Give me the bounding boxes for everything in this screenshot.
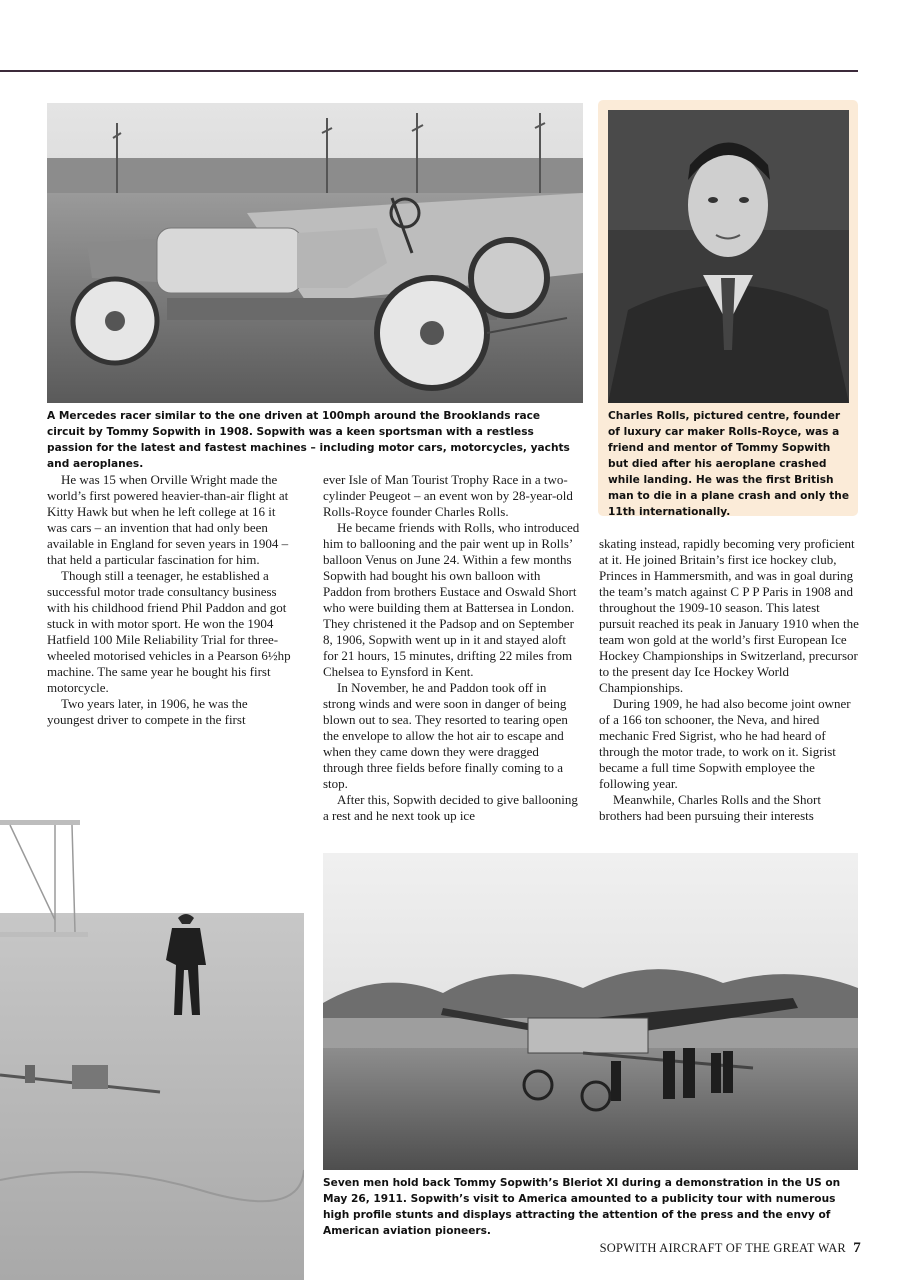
column-2: [323, 472, 580, 824]
paragraph: skating instead, rapidly becoming very proficient at it. He joined Britain’s first ice hockey club, Princes in Hammersmith, and was in goal during the team’s match against C P P Paris in 1908 and throughout the 1909-10 season. This latest pursuit reached its peak in January 1910 when the team won gold at the world’s first European Ice Hockey Championships in Switzerland, precursor to the present day Ice Hockey World Championships.: [599, 536, 859, 695]
charles-rolls-portrait: [608, 110, 849, 403]
bleriot-photo: [323, 853, 858, 1170]
paragraph: He became friends with Rolls, who introduced him to ballooning and the pair went up in Rolls’ balloon Venus on June 24. Within a few months Sopwith had bought his own balloon with Paddon from brothers Eustace and Oswald Short who were building them at Battersea in London. They christened it the Padsop and on September 8, 1906, Sopwith went up in it and stayed aloft for 21 hours, 15 minutes, drifting 22 miles from Chelsea to Eynsford in Kent.: [323, 520, 580, 679]
paragraph: Meanwhile, Charles Rolls and the Short brothers had been pursuing their interests: [599, 792, 821, 823]
rolls-caption: Charles Rolls, pictured centre, founder of luxury car maker Rolls-Royce, was a friend and mentor of Tommy Sopwith but died after his aeroplane crashed while landing. He was the first British man to die in a plane crash and only the 11th internationally.: [608, 410, 849, 518]
paragraph: ever Isle of Man Tourist Trophy Race in a two-cylinder Peugeot – an event won by 28-year-old Rolls-Royce founder Charles Rolls.: [323, 472, 573, 519]
paragraph: During 1909, he had also become joint owner of a 166 ton schooner, the Neva, and hired mechanic Fred Sigrist, who he had heard of through the motor trade, to work on it. Sigrist became a full time Sopwith employee the following year.: [599, 696, 851, 791]
paragraph: He was 15 when Orville Wright made the world’s first powered heavier-than-air flight at Kitty Hawk but when he left college at 16 it was cars – an invention that had only been available in England for seven years in 1904 – that held a particular fascination for him.: [47, 472, 289, 567]
header-rule: [0, 70, 858, 72]
paragraph: Though still a teenager, he established a successful motor trade consultancy business with his childhood friend Phil Paddon and got stuck in with motor sport. He won the 1904 Hatfield 100 Mile Reliability Trial for three-wheeled motorised vehicles in a Pearson 6½hp machine. The same year he bought his first motorcycle.: [47, 568, 291, 695]
column-3: [599, 536, 859, 824]
paragraph: After this, Sopwith decided to give ballooning a rest and he next took up ice: [323, 792, 578, 823]
publication-title: SOPWITH AIRCRAFT OF THE GREAT WAR: [599, 1241, 846, 1255]
column-1: [47, 472, 297, 728]
wright-flyer-photo: [0, 800, 304, 1280]
paragraph: In November, he and Paddon took off in strong winds and were soon in danger of being blown out to sea. They resorted to tearing open the envelope to allow the hot air to escape and when they came down they were dragged through three fields before finally coming to a stop.: [323, 680, 568, 791]
page-number: 7: [853, 1240, 861, 1256]
mercedes-caption: A Mercedes racer similar to the one driven at 100mph around the Brooklands race circuit by Tommy Sopwith in 1908. Sopwith was a keen sportsman with a restless passion for the latest and fastest machines – including motor cars, motorcycles, yachts and aeroplanes.: [47, 410, 570, 470]
mercedes-racer-photo: [47, 103, 583, 403]
page-footer: [600, 1240, 861, 1257]
paragraph: Two years later, in 1906, he was the youngest driver to compete in the first: [47, 696, 248, 727]
bleriot-caption: Seven men hold back Tommy Sopwith’s Bleriot XI during a demonstration in the US on May 26, 1911. Sopwith’s visit to America amounted to a publicity tour with numerous high profile stunts and displays attracting the attention of the press and the envy of American aviation pioneers.: [323, 1177, 841, 1237]
